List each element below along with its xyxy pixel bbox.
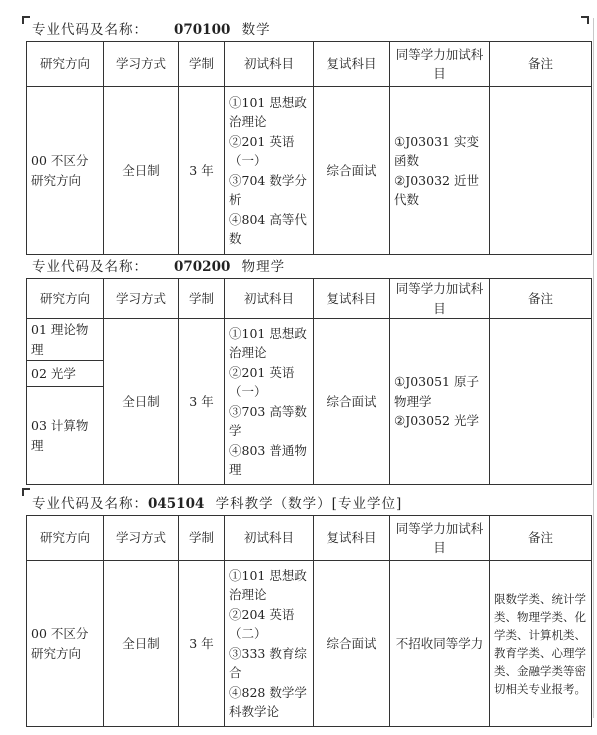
program-table [26,41,592,255]
exam-subject: ④828 数学学科教学论 [229,684,307,719]
page-edge-rule [593,18,594,718]
exam-subject: ①101 思想政治理论 [229,567,307,602]
exam-subjects-cell [225,319,314,485]
header-cell: 复试科目 [314,516,390,561]
exam-subject: ③333 教育综合 [229,645,307,680]
program-section-math [26,19,591,255]
program-header [26,493,591,515]
table-row [27,561,592,727]
direction-cell: 01 理论物理 [27,319,104,361]
exam-subject: ②201 英语（一） [229,133,295,168]
direction-cell: 00 不区分研究方向 [27,561,104,727]
years-cell: 3 年 [179,319,225,485]
exam-subject: ③703 高等数学 [229,403,307,438]
header-cell: 学制 [179,42,225,87]
table-header-row [27,42,592,87]
extra-exam-cell [390,561,490,727]
program-label: 专业代码及名称： [32,496,148,512]
mode-cell: 全日制 [104,561,179,727]
exam-subject: ①101 思想政治理论 [229,94,307,129]
retest-cell: 综合面试 [314,319,390,485]
retest-cell: 综合面试 [314,87,390,255]
exam-subject: ②201 英语（一） [229,364,295,399]
header-cell: 学习方式 [104,516,179,561]
header-cell: 复试科目 [314,42,390,87]
extra-exam-subject: ②J03052 光学 [394,413,479,429]
program-header [26,256,591,278]
program-section-math-education [26,493,591,727]
table-row [27,87,592,255]
extra-exam-cell [390,87,490,255]
table-row [27,319,592,361]
program-name: 物理学 [241,259,286,275]
program-header [26,19,591,41]
program-code: 070200 [174,259,231,275]
program-name: 学科教学（数学）[专业学位] [215,496,403,512]
header-cell: 同等学力加试科目 [390,279,490,319]
table-header-row [27,516,592,561]
table-header-row [27,279,592,319]
extra-exam-subject: ①J03031 实变函数 [394,133,479,168]
header-cell: 研究方向 [27,279,104,319]
exam-subject: ①101 思想政治理论 [229,325,307,360]
header-cell: 初试科目 [225,42,314,87]
program-code: 045104 [148,496,205,512]
retest-cell: 综合面试 [314,561,390,727]
header-cell: 备注 [490,516,592,561]
header-cell: 同等学力加试科目 [390,42,490,87]
exam-subject: ③704 数学分析 [229,172,307,207]
years-cell: 3 年 [179,87,225,255]
header-cell: 初试科目 [225,516,314,561]
program-code: 070100 [174,22,231,38]
note-cell: 限数学类、统计学类、物理学类、化学类、计算机类、教育学类、心理学类、金融学类等密切相关专业报考。 [490,561,592,727]
header-cell: 备注 [490,42,592,87]
header-cell: 备注 [490,279,592,319]
header-cell: 复试科目 [314,279,390,319]
extra-exam-cell [390,319,490,485]
program-name: 数学 [241,22,271,38]
extra-exam-subject: 不招收同等学力 [395,635,484,651]
program-table [26,515,592,727]
exam-subject: ②204 英语（二） [229,606,295,641]
program-label: 专业代码及名称： [32,259,148,275]
extra-exam-subject: ①J03051 原子物理学 [394,374,479,409]
years-cell: 3 年 [179,561,225,727]
program-label: 专业代码及名称： [32,22,148,38]
mode-cell: 全日制 [104,87,179,255]
header-cell: 研究方向 [27,516,104,561]
program-section-physics [26,256,591,485]
mode-cell: 全日制 [104,319,179,485]
header-cell: 同等学力加试科目 [390,516,490,561]
direction-cell: 00 不区分研究方向 [27,87,104,255]
note-cell [490,87,592,255]
exam-subjects-cell [225,561,314,727]
header-cell: 学制 [179,279,225,319]
header-cell: 学习方式 [104,279,179,319]
exam-subjects-cell [225,87,314,255]
program-table [26,278,592,485]
extra-exam-subject: ②J03032 近世代数 [394,172,479,207]
header-cell: 研究方向 [27,42,104,87]
direction-cell: 02 光学 [27,361,104,387]
exam-subject: ④804 高等代数 [229,211,307,246]
header-cell: 学习方式 [104,42,179,87]
direction-cell: 03 计算物理 [27,387,104,485]
exam-subject: ④803 普通物理 [229,442,307,477]
header-cell: 学制 [179,516,225,561]
note-cell [490,319,592,485]
header-cell: 初试科目 [225,279,314,319]
